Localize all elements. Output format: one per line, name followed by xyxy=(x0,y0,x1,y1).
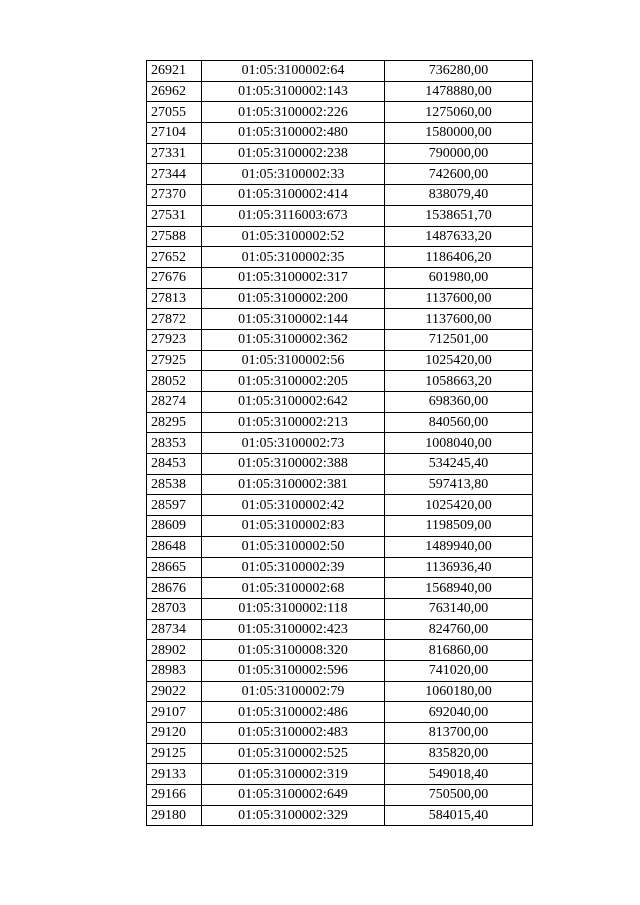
value-cell: 1487633,20 xyxy=(385,226,533,247)
cadastral-number-cell: 01:05:3100002:39 xyxy=(202,557,385,578)
row-number-cell: 27923 xyxy=(147,329,202,350)
table-row xyxy=(147,743,533,764)
cadastral-number-cell: 01:05:3100002:200 xyxy=(202,288,385,309)
table-row xyxy=(147,102,533,123)
row-number-cell: 27104 xyxy=(147,123,202,144)
table-row xyxy=(147,329,533,350)
cadastral-number-cell: 01:05:3100002:525 xyxy=(202,743,385,764)
row-number-cell: 28676 xyxy=(147,578,202,599)
row-number-cell: 27531 xyxy=(147,205,202,226)
cadastral-number-cell: 01:05:3100002:73 xyxy=(202,433,385,454)
table-row xyxy=(147,640,533,661)
value-cell: 1008040,00 xyxy=(385,433,533,454)
value-cell: 1198509,00 xyxy=(385,516,533,537)
table-row xyxy=(147,723,533,744)
value-cell: 741020,00 xyxy=(385,660,533,681)
value-cell: 736280,00 xyxy=(385,61,533,82)
row-number-cell: 29022 xyxy=(147,681,202,702)
table-row xyxy=(147,598,533,619)
value-cell: 601980,00 xyxy=(385,267,533,288)
value-cell: 838079,40 xyxy=(385,185,533,206)
row-number-cell: 28648 xyxy=(147,536,202,557)
cadastral-number-cell: 01:05:3100002:649 xyxy=(202,785,385,806)
row-number-cell: 27344 xyxy=(147,164,202,185)
cadastral-number-cell: 01:05:3100002:319 xyxy=(202,764,385,785)
table-row xyxy=(147,764,533,785)
table-row xyxy=(147,578,533,599)
table-row xyxy=(147,226,533,247)
cadastral-number-cell: 01:05:3100002:414 xyxy=(202,185,385,206)
table-row xyxy=(147,433,533,454)
row-number-cell: 29107 xyxy=(147,702,202,723)
value-cell: 698360,00 xyxy=(385,392,533,413)
cadastral-number-cell: 01:05:3100008:320 xyxy=(202,640,385,661)
value-cell: 816860,00 xyxy=(385,640,533,661)
row-number-cell: 28665 xyxy=(147,557,202,578)
row-number-cell: 26962 xyxy=(147,81,202,102)
table-row xyxy=(147,350,533,371)
row-number-cell: 27652 xyxy=(147,247,202,268)
table-row xyxy=(147,785,533,806)
value-cell: 750500,00 xyxy=(385,785,533,806)
row-number-cell: 28609 xyxy=(147,516,202,537)
table-row xyxy=(147,516,533,537)
table-row xyxy=(147,185,533,206)
cadastral-number-cell: 01:05:3100002:68 xyxy=(202,578,385,599)
row-number-cell: 27676 xyxy=(147,267,202,288)
value-cell: 813700,00 xyxy=(385,723,533,744)
cadastral-number-cell: 01:05:3100002:381 xyxy=(202,474,385,495)
row-number-cell: 28597 xyxy=(147,495,202,516)
table-row xyxy=(147,536,533,557)
cadastral-number-cell: 01:05:3100002:388 xyxy=(202,454,385,475)
row-number-cell: 28538 xyxy=(147,474,202,495)
table-row xyxy=(147,392,533,413)
table-row xyxy=(147,702,533,723)
cadastral-number-cell: 01:05:3100002:205 xyxy=(202,371,385,392)
row-number-cell: 28052 xyxy=(147,371,202,392)
row-number-cell: 29180 xyxy=(147,805,202,826)
table-row xyxy=(147,454,533,475)
value-cell: 1489940,00 xyxy=(385,536,533,557)
cadastral-number-cell: 01:05:3100002:35 xyxy=(202,247,385,268)
value-cell: 840560,00 xyxy=(385,412,533,433)
cadastral-number-cell: 01:05:3100002:317 xyxy=(202,267,385,288)
value-cell: 1025420,00 xyxy=(385,350,533,371)
cadastral-number-cell: 01:05:3100002:33 xyxy=(202,164,385,185)
row-number-cell: 28902 xyxy=(147,640,202,661)
value-cell: 584015,40 xyxy=(385,805,533,826)
value-cell: 1137600,00 xyxy=(385,309,533,330)
cadastral-number-cell: 01:05:3100002:423 xyxy=(202,619,385,640)
row-number-cell: 29133 xyxy=(147,764,202,785)
cadastral-number-cell: 01:05:3100002:143 xyxy=(202,81,385,102)
table-row xyxy=(147,247,533,268)
cadastral-number-cell: 01:05:3100002:480 xyxy=(202,123,385,144)
table-row xyxy=(147,164,533,185)
table-row xyxy=(147,143,533,164)
table-row xyxy=(147,619,533,640)
row-number-cell: 28703 xyxy=(147,598,202,619)
table-row xyxy=(147,805,533,826)
table-row xyxy=(147,81,533,102)
value-cell: 1058663,20 xyxy=(385,371,533,392)
cadastral-number-cell: 01:05:3100002:144 xyxy=(202,309,385,330)
cadastral-number-cell: 01:05:3100002:50 xyxy=(202,536,385,557)
value-cell: 790000,00 xyxy=(385,143,533,164)
table-row xyxy=(147,205,533,226)
table-row xyxy=(147,681,533,702)
value-cell: 1478880,00 xyxy=(385,81,533,102)
cadastral-number-cell: 01:05:3100002:118 xyxy=(202,598,385,619)
value-cell: 824760,00 xyxy=(385,619,533,640)
value-cell: 1025420,00 xyxy=(385,495,533,516)
row-number-cell: 28734 xyxy=(147,619,202,640)
table-row xyxy=(147,267,533,288)
row-number-cell: 29166 xyxy=(147,785,202,806)
value-cell: 534245,40 xyxy=(385,454,533,475)
value-cell: 597413,80 xyxy=(385,474,533,495)
row-number-cell: 27813 xyxy=(147,288,202,309)
cadastral-number-cell: 01:05:3116003:673 xyxy=(202,205,385,226)
cadastral-number-cell: 01:05:3100002:52 xyxy=(202,226,385,247)
table-row xyxy=(147,495,533,516)
value-cell: 1136936,40 xyxy=(385,557,533,578)
value-cell: 1580000,00 xyxy=(385,123,533,144)
value-cell: 1538651,70 xyxy=(385,205,533,226)
table-row xyxy=(147,412,533,433)
cadastral-value-table xyxy=(146,60,533,826)
row-number-cell: 28453 xyxy=(147,454,202,475)
table-row xyxy=(147,123,533,144)
row-number-cell: 27872 xyxy=(147,309,202,330)
cadastral-number-cell: 01:05:3100002:596 xyxy=(202,660,385,681)
value-cell: 742600,00 xyxy=(385,164,533,185)
table-row xyxy=(147,61,533,82)
row-number-cell: 27925 xyxy=(147,350,202,371)
value-cell: 1060180,00 xyxy=(385,681,533,702)
row-number-cell: 27588 xyxy=(147,226,202,247)
value-cell: 835820,00 xyxy=(385,743,533,764)
cadastral-number-cell: 01:05:3100002:79 xyxy=(202,681,385,702)
cadastral-number-cell: 01:05:3100002:83 xyxy=(202,516,385,537)
row-number-cell: 28983 xyxy=(147,660,202,681)
value-cell: 763140,00 xyxy=(385,598,533,619)
row-number-cell: 26921 xyxy=(147,61,202,82)
value-cell: 1186406,20 xyxy=(385,247,533,268)
cadastral-number-cell: 01:05:3100002:362 xyxy=(202,329,385,350)
row-number-cell: 27055 xyxy=(147,102,202,123)
cadastral-number-cell: 01:05:3100002:238 xyxy=(202,143,385,164)
value-cell: 549018,40 xyxy=(385,764,533,785)
row-number-cell: 28353 xyxy=(147,433,202,454)
table-row xyxy=(147,371,533,392)
row-number-cell: 28295 xyxy=(147,412,202,433)
row-number-cell: 27331 xyxy=(147,143,202,164)
cadastral-number-cell: 01:05:3100002:642 xyxy=(202,392,385,413)
value-cell: 692040,00 xyxy=(385,702,533,723)
row-number-cell: 27370 xyxy=(147,185,202,206)
cadastral-number-cell: 01:05:3100002:42 xyxy=(202,495,385,516)
row-number-cell: 28274 xyxy=(147,392,202,413)
cadastral-number-cell: 01:05:3100002:226 xyxy=(202,102,385,123)
table-row xyxy=(147,309,533,330)
value-cell: 1568940,00 xyxy=(385,578,533,599)
cadastral-number-cell: 01:05:3100002:483 xyxy=(202,723,385,744)
cadastral-number-cell: 01:05:3100002:486 xyxy=(202,702,385,723)
cadastral-number-cell: 01:05:3100002:329 xyxy=(202,805,385,826)
cadastral-number-cell: 01:05:3100002:64 xyxy=(202,61,385,82)
cadastral-number-cell: 01:05:3100002:56 xyxy=(202,350,385,371)
row-number-cell: 29125 xyxy=(147,743,202,764)
table-body xyxy=(147,61,533,826)
value-cell: 1137600,00 xyxy=(385,288,533,309)
row-number-cell: 29120 xyxy=(147,723,202,744)
table-row xyxy=(147,474,533,495)
table-row xyxy=(147,660,533,681)
cadastral-number-cell: 01:05:3100002:213 xyxy=(202,412,385,433)
value-cell: 712501,00 xyxy=(385,329,533,350)
table-row xyxy=(147,288,533,309)
value-cell: 1275060,00 xyxy=(385,102,533,123)
table-row xyxy=(147,557,533,578)
